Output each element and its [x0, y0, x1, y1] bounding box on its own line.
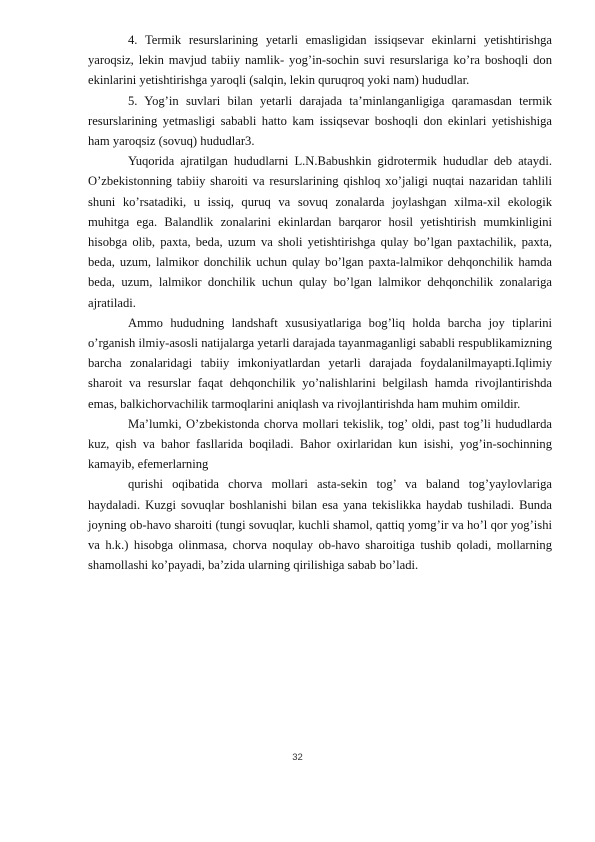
paragraph-item-4: 4. Termik resurslarining yetarli emasligidan issiqsevar ekinlarni yetishtirishga yaroqsiz, lekin mavjud tabiiy namlik- yog’in-sochin suvi resurslariga ko’ra boshoqli don ekinlarini yetishtirishga yaroqli (salqin, lekin quruqroq yoki nam) hududlar.	[88, 33, 552, 88]
paragraph-hydrothermal-zones: Yuqorida ajratilgan hududlarni L.N.Babushkin gidrotermik hududlar deb ataydi. O’zbekistonning tabiiy sharoiti va resurslarining qishloq xo’jaligi nuqtai nazaridan tahlili shuni ko’rsatadiki, u issiq, quruq va sovuq zonalarda joylashgan xilma-xil ekologik muhitga ega. Balandlik zonalarini ekinlardan barqaror hosil yetishtirish mumkinligini hisobga olib, paxta, beda, uzum va sholi yetishtirishga qulay bo’lgan paxtachilik, paxta, beda, uzum, lalmikor donchilik uchun qulay bo’lgan paxta-lalmikor dehqonchilik hamda beda, uzum, lalmikor donchilik uchun qulay bo’lgan lalmikor dehqonchilik zonalariga ajratiladi.	[88, 154, 552, 310]
paragraph-livestock-weather: qurishi oqibatida chorva mollari asta-sekin tog’ va baland tog’yaylovlariga haydaladi. Kuzgi sovuqlar boshlanishi bilan esa yana tekislikka haydab tushiladi. Bunda joyning ob-havo sharoiti (tungi sovuqlar, kuchli shamol, qattiq yomg’ir va ho’l qor yog’ishi va h.k.) hisobga olinmasa, chorva noqulay ob-havo sharoitiga tushib qoladi, mollarning shamollashi ko’payadi, ba’zida ularning qirilishiga sabab bo’ladi.	[88, 477, 552, 573]
page-number: 32	[292, 752, 303, 763]
body-text	[88, 30, 552, 575]
paragraph-item-5: 5. Yog’in suvlari bilan yetarli darajada ta’minlanganligiga qaramasdan termik resurslarining yetmasligi sababli hatto kam issiqsevar boshoqli don ekinlari yetishishiga ham yaroqsiz (sovuq) hududlar3.	[88, 93, 552, 149]
paragraph-landscape-features: Ammo hududning landshaft xususiyatlariga bog’liq holda barcha joy tiplarini o’rganish ilmiy-asosli natijalarga yetarli darajada tayanmaganligi sababli respublikamizning barcha zonalaridagi tabiiy imkoniyatlardan yetarli darajada foydalanilmayapti.Iqlimiy sharoit va resurslar faqat dehqonchilik yo’nalishlarini belgilash hamda rivojlantirishda emas, balkichorvachilik tarmoqlarini aniqlash va rivojlantirishda ham muhim omildir.	[88, 315, 552, 411]
paragraph-livestock-grazing: Ma’lumki, O’zbekistonda chorva mollari tekislik, tog’ oldi, past tog’li hududlarda kuz, qish va bahor fasllarida boqiladi. Bahor oxirlaridan kun isishi, yog’in-sochinning kamayib, efemerlarning	[88, 416, 552, 472]
